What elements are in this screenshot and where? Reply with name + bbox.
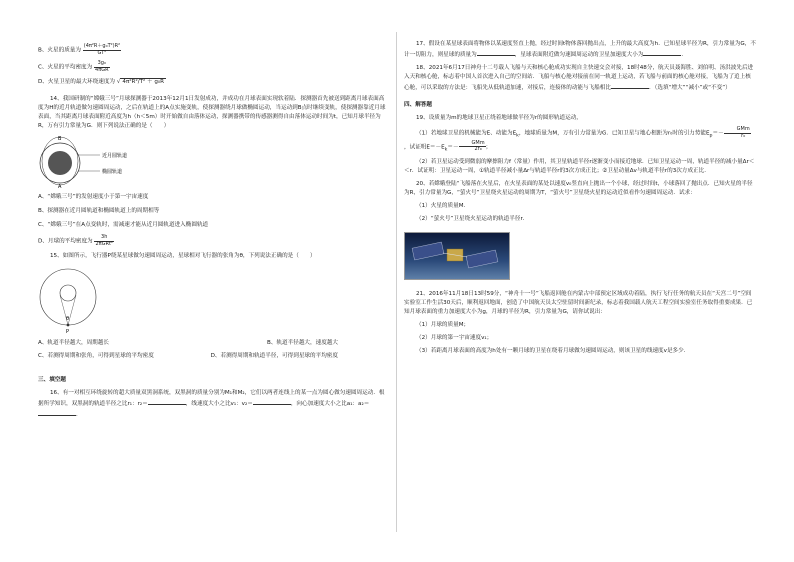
q21-part-1: （1）月球的质量M；	[416, 322, 470, 329]
sub-p: p	[709, 133, 713, 139]
q15-option-d[interactable]: D、若测得周期和轨道半径，可得到星球的平均密度	[210, 353, 338, 360]
sqrt-sign: √	[116, 79, 121, 85]
right-column	[404, 40, 756, 360]
q16-blank-3[interactable]	[38, 409, 76, 416]
label-ellipse: 椭圆轨道	[102, 169, 123, 176]
q14-option-d[interactable]: D、月球的平均密度为 $\frac{3h}{\text{2πGRt²}}$	[38, 234, 113, 247]
satellite-photo-icon	[404, 232, 510, 280]
q21-text: 21、2016年11月18日13时59分，“神舟十一号”飞船返回舱在内蒙古中部预定区域成功着陆，执行飞行任务的航天员在“天宫二号”空间实验室工作生活30天后，顺利返回地面，创造了中国航天员太空驻留时间新纪录，标志着我国载人航天工程空间实验室任务取得重要成果．已知月球表面的重力加速度大小为g，月球的半径为R，引力常量为G，请你试说出：	[404, 291, 753, 316]
q15-option-a[interactable]: A、轨道半径越大，周期越长	[38, 340, 109, 347]
q17-blank-1[interactable]	[477, 49, 515, 56]
q14-text: 14、我国研制的“嫦娥三号”月球探测器于2013年12月1日发射成功，并成功在月球表面实现软着陆．探测器首先被送到距离月球表面高度为H的近月轨道做匀速圆周运动，之后在轨道上的A点实施变轨，使探测器绕月球做椭圆运动，当运动到B点时继续变轨，使探测器靠近月球表面，当其距离月球表面附近高度为h（h＜5m）时开始做自由落体运动，探测器携带的传感器测得自由落体运动时间为t，已知月球半径为R，万有引力常量为G．则下列说法正确的是（ ）	[38, 96, 386, 130]
section-fill-in: 三、填空题	[38, 376, 66, 383]
point-a: A	[58, 184, 62, 190]
q16-blank-1[interactable]	[148, 398, 186, 405]
label-near-orbit: 近月圆轨道	[102, 153, 128, 160]
q21-part-2: （2）月球的第一宇宙速度v₁；	[416, 335, 493, 342]
spacecraft-p	[67, 324, 70, 327]
angle-theta: θ	[66, 316, 70, 323]
q18-blank-1[interactable]	[611, 82, 649, 89]
q14-option-c[interactable]: C、“嫦娥三号”在A点变轨时，需减速才能从近月圆轨道进入椭圆轨道	[38, 222, 209, 229]
planet-circle	[60, 285, 76, 301]
q14-option-b[interactable]: B、探测器在近月圆轨道和椭圆轨道上的周期相等	[38, 208, 160, 215]
q15-options-row-1	[38, 339, 338, 348]
q14-option-a[interactable]: A、“嫦娥三号”的发射速度小于第一宇宙速度	[38, 194, 149, 201]
q21-part-3: （3）若距离月球表面的高度为h处有一颗月球的卫星在绕着月球做匀速圆周运动，则该卫星的线速度v是多少．	[416, 348, 690, 355]
q15-text: 15、如图所示，飞行器P绕某星球做匀速圆周运动，星球相对飞行器的张角为θ，下列说法正确的是（ ）	[50, 253, 316, 260]
q19-part-2: （2）若卫星运动受到微弱的摩擦阻力f（常量）作用，其卫星轨道半径r逐渐变小而接近地球．已知卫星运动一周，轨道半径的减小量Δr＜＜r．试证明：卫星运动一周，①轨道半径减小量Δr与轨道半径r的3次方成正比；②卫星动量Δv与轨道半径r的3次方成正比．	[404, 158, 755, 174]
q13-option-c-fraction: $\frac{\text{3g₀}}{\text{4πGR}}$	[95, 60, 109, 73]
sub-k: k	[516, 133, 519, 139]
column-divider	[396, 32, 397, 532]
label-p: P	[66, 329, 70, 336]
q17-blank-2[interactable]	[643, 49, 681, 56]
orbit-diagram-icon	[38, 135, 158, 189]
q13-option-d[interactable]: D、火星卫星的最大环绕速度为 √ 4π²R²/T² ＋ g₀R	[38, 79, 165, 85]
q20-part-1: （1）火星的质量M．	[416, 202, 470, 209]
q14-option-d-fraction: $\frac{3h}{\text{2πGRt²}}$	[95, 234, 113, 247]
planet-view-angle-icon	[38, 265, 98, 335]
q13-option-b[interactable]: B、火星的质量为 $\frac{\text{(4π²R＋g₀T²)R²}}{\text{GT²}}$	[38, 43, 121, 56]
q19-frac-2: $\frac{\text{GMm}}{\text{2r₀}}$	[459, 141, 486, 153]
q17-text: 17、假设在某星球表面将物体以某速度竖直上抛，经过时间t物体落回抛出点，上升的最大高度为h．已知星球半径为R，引力常量为G，不计一切阻力，则星球的质量为 ，星球表面附近做匀速圆周运动的卫星加速度大小为 ．	[404, 41, 756, 59]
point-b: B	[58, 136, 62, 143]
q19-frac-1: $\frac{\text{GMm}}{\text{r₀}}$	[724, 127, 751, 139]
q18-text: 18、2021年6月17日神舟十二号载人飞船与天和核心舱成功实现自主快速交会对接，18时48分，航天员聂海胜、刘伯明、汤洪波先后进入天和核心舱，标志着中国人首次进入自己的空间站．飞船与核心舱对接前在同一轨道上运动，若飞船与前面的核心舱对接，飞船为了追上核心舱，可以采取的方法是：飞船先从低轨道加速，对接后，连接体的动能与飞船相比 ．（选填“增大”“减小”或“不变”）	[404, 65, 754, 92]
q20-part-2: （2）“萤火号”卫星绕火星运动的轨道半径r．	[416, 215, 529, 222]
q15-options-row-2	[38, 352, 338, 361]
sub-k2: k	[444, 147, 448, 153]
q20-text: 20、若嫦娥登陆“飞船落在火星后，在火星表面的某处以速度v₀竖直向上抛出一个小球，经过时间t，小球落回了抛出点．已知火星的半径为R，引力常量为G，“萤火号”卫星绕火星运动的周期为T，“萤火号”卫星绕火星的运动近似看作匀速圆周运动．试求：	[404, 180, 753, 196]
left-column	[38, 40, 388, 424]
q19-text: 19、设质量为m的地球卫星正绕着地球做半径为r的圆形轨道运动，	[416, 115, 582, 122]
section-answer: 四、解答题	[404, 102, 432, 109]
q16-text: 16、有一对相互环绕旋转的超大质量双黑洞系统，双黑洞的质量分别为M₁和M₂，它们以两者连线上的某一点为圆心做匀速圆周运动．根据所学知识，双黑洞的轨道半径之比r₁：r₂＝ ，线速度大小之比v₁：v₂＝ ，向心加速度大小之比a₁：a₂＝．	[38, 389, 385, 418]
q16-blank-2[interactable]	[253, 398, 291, 405]
moon-body	[48, 151, 72, 175]
tangent-line-right	[68, 295, 76, 325]
q15-option-c[interactable]: C、若测得周期和张角，可得到星球的平均密度	[38, 353, 154, 360]
q15-option-b[interactable]: B、轨道半径越大，速度越大	[267, 340, 338, 347]
q19-part-1: （1）若地球卫星的机械能为E、动能为$E_k$，地球质量为M，万有引力常量为G．已知卫星与地心相距为r₀时的引力势能$E_p=-$ $\frac{\text{GMm}}{\text{r₀}}$ ，试证明$E=-E_k=-$ $\frac{\text{GMm}}{\text{2r₀}}$ ；	[404, 126, 750, 153]
q13-option-c[interactable]: C、火星的平均密度为 $\frac{\text{3g₀}}{\text{4πGR}}$	[38, 60, 109, 73]
q13-option-b-fraction: $\frac{\text{(4π²R＋g₀T²)R²}}{\text{GT²}}$	[83, 43, 121, 56]
